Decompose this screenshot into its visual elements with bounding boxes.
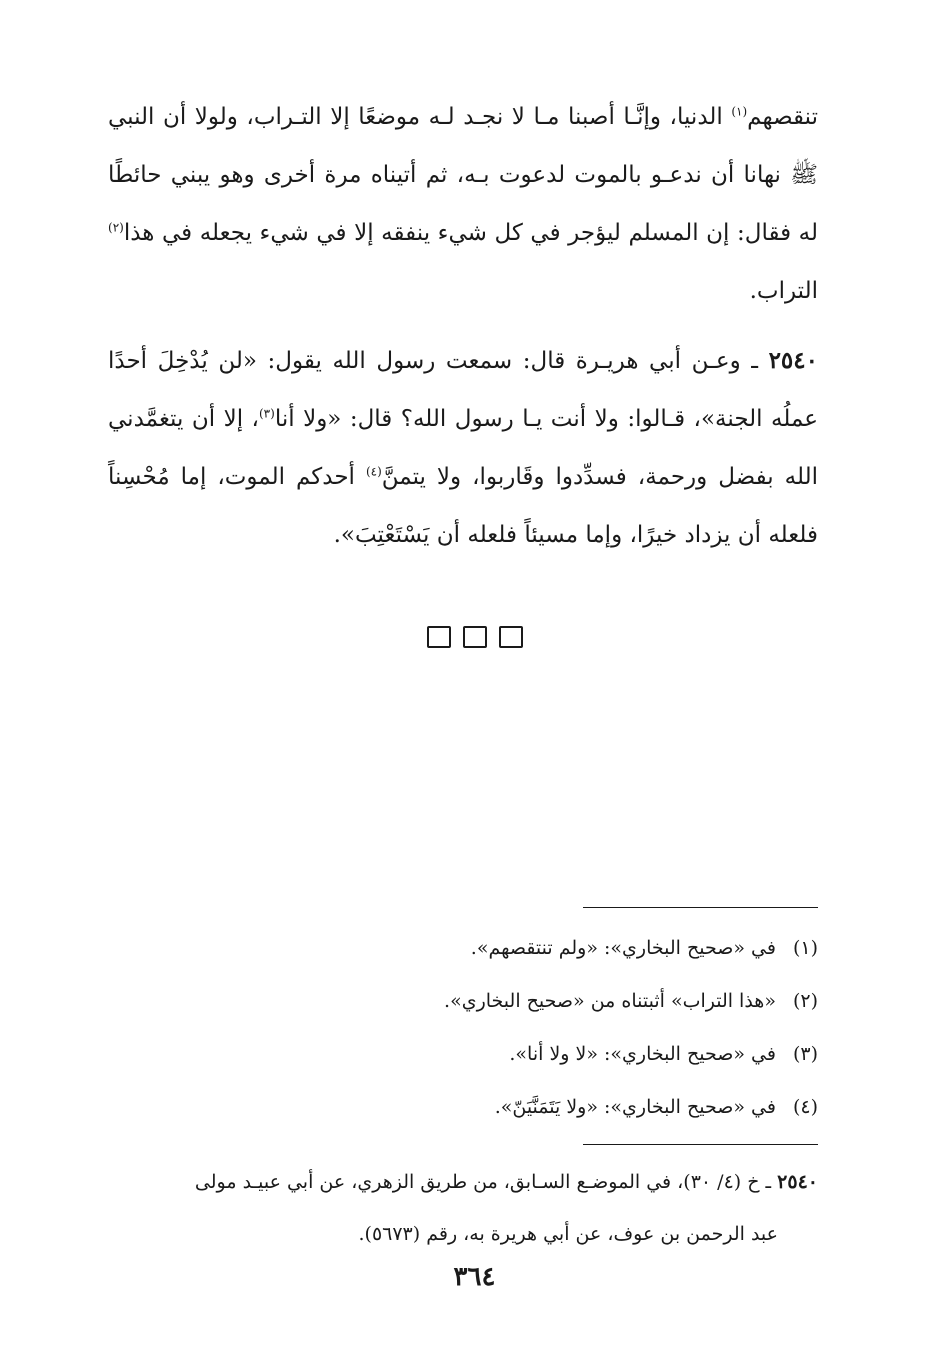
footnote-marker-1: (١) [731, 104, 748, 119]
ornament-box [499, 626, 523, 648]
footnote-2 [300, 975, 818, 1028]
footnotes [300, 922, 818, 1134]
main-text [108, 88, 818, 564]
paragraph-2 [108, 332, 818, 564]
footnote-number: (٢) [792, 990, 818, 1012]
footnote-text: «هذا التراب» أثبتناه من «صحيح البخاري». [444, 990, 776, 1012]
takhrij-line-2: عبد الرحمن بن عوف، عن أبي هريرة به، رقم (٥٦٧٣). [358, 1223, 778, 1245]
footnote-text: في «صحيح البخاري»: «ولا يَتَمَنَّيَنّ». [494, 1096, 776, 1118]
section-divider-ornament [0, 626, 949, 648]
footnote-marker-3: (٣) [258, 406, 275, 421]
page-number: ٣٦٤ [453, 1262, 496, 1292]
paragraph-2-text-a: ـ وعـن أبي هريـرة قال: سمعت رسول الله يقول: «لن يُدْخِلَ أحدًا عملُه الجنة»، قـالوا: ولا أنت يـا رسول الله؟ قال: «ولا أنا [108, 348, 818, 432]
footnote-1 [300, 922, 818, 975]
footnote-text: في «صحيح البخاري»: «ولم تنتقصهم». [470, 937, 776, 959]
footnote-3 [300, 1028, 818, 1081]
takhrij-separator [583, 1144, 818, 1145]
footnote-number: (١) [792, 937, 818, 959]
paragraph-2-text-b: ، إلا أن يتغمَّدني الله بفضل ورحمة، فسدِّدوا وقَاربوا، ولا يتمنَّ [108, 406, 818, 490]
paragraph-1-text-b: الدنيا، وإنَّـا أصبنا مـا لا نجـد لـه موضعًا إلا التـراب، ولولا أن النبي ﷺ نهانا أن ندعـو بالموت لدعوت بـه، ثم أتيناه مرة أخرى وهو يبني حائطًا له فقال: إن المسلم ليؤجر في كل شيء ينفقه إلا في شيء يجعله في هذا [108, 104, 818, 246]
takhrij-note [108, 1156, 818, 1260]
footnote-4 [300, 1081, 818, 1134]
ornament-box [427, 626, 451, 648]
footnote-text: في «صحيح البخاري»: «لا ولا أنا». [509, 1043, 776, 1065]
takhrij-line-1 [108, 1156, 818, 1208]
paragraph-1-text-c: التراب. [749, 278, 818, 304]
takhrij-number: ٢٥٤٠ [777, 1171, 818, 1193]
paragraph-1-text-a: تنقصهم [747, 104, 818, 130]
paragraph-2-text-c: أحدكم الموت، إما مُحْسِناً فلعله أن يزداد خيرًا، وإما مسيئاً فلعله أن يَسْتَعْتِبَ». [108, 464, 818, 548]
takhrij-text-1: ـ خ (٤/ ٣٠)، في الموضـع السـابق، من طريق الزهري، عن أبي عبيـد مولى [194, 1171, 778, 1193]
footnote-marker-2: (٢) [108, 220, 124, 235]
footnote-separator [583, 907, 818, 908]
ornament-box [463, 626, 487, 648]
footnote-marker-4: (٤) [365, 464, 382, 479]
paragraph-1 [108, 88, 818, 320]
footnote-number: (٤) [792, 1096, 818, 1118]
hadith-number: ٢٥٤٠ [768, 347, 818, 374]
footnote-number: (٣) [792, 1043, 818, 1065]
